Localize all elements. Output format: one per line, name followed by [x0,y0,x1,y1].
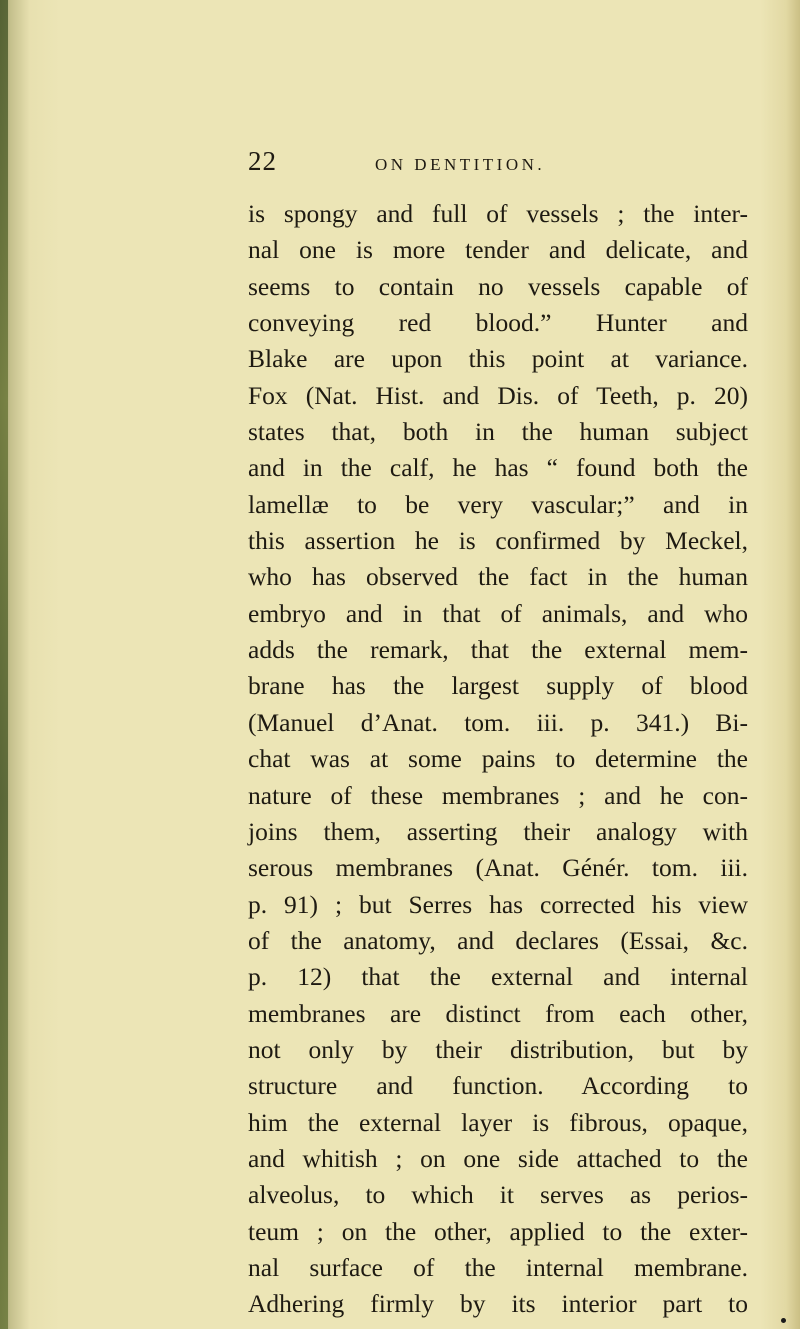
text-line: him the external layer is fibrous, opaque, [248,1107,748,1137]
text-line: membranes are distinct from each other, [248,998,748,1028]
ink-speck [781,1318,786,1323]
text-line: Blake are upon this point at variance. [248,344,748,374]
text-line: lamellæ to be very vascular;” and in [248,489,748,519]
text-line: and whitish ; on one side attached to the [248,1143,748,1173]
text-line: teum ; on the other, applied to the exter- [248,1216,748,1246]
text-line: nal one is more tender and delicate, and [248,235,748,265]
text-line: p. 12) that the external and internal [248,962,748,992]
page-header [248,146,545,176]
text-line: serous membranes (Anat. Génér. tom. iii. [248,853,748,883]
text-line: structure and function. According to [248,1071,748,1101]
page-number: 22 [248,146,277,176]
running-head: ON DENTITION. [375,155,546,174]
text-line: p. 91) ; but Serres has corrected his view [248,889,748,919]
text-line: conveying red blood.” Hunter and [248,308,748,338]
body-text [248,196,748,1323]
text-line: Fox (Nat. Hist. and Dis. of Teeth, p. 20) [248,380,748,410]
text-line: chat was at some pains to determine the [248,744,748,774]
text-line: not only by their distribution, but by [248,1034,748,1064]
text-line: nature of these membranes ; and he con- [248,780,748,810]
text-line: nal surface of the internal membrane. [248,1252,748,1282]
text-line: states that, both in the human subject [248,417,748,447]
text-line: (Manuel d’Anat. tom. iii. p. 341.) Bi- [248,707,748,737]
binding-shadow [0,0,8,1329]
text-line: brane has the largest supply of blood [248,671,748,701]
text-line: of the anatomy, and declares (Essai, &c. [248,925,748,955]
text-line: Adhering firmly by its interior part to [248,1289,748,1319]
text-line: embryo and in that of animals, and who [248,598,748,628]
text-line: alveolus, to which it serves as perios- [248,1180,748,1210]
text-line: seems to contain no vessels capable of [248,271,748,301]
text-line: and in the calf, he has “ found both the [248,453,748,483]
text-line: joins them, asserting their analogy with [248,816,748,846]
text-line: who has observed the fact in the human [248,562,748,592]
text-line: is spongy and full of vessels ; the inter- [248,199,748,228]
text-line: this assertion he is confirmed by Meckel, [248,526,748,556]
text-line: adds the remark, that the external mem- [248,635,748,665]
